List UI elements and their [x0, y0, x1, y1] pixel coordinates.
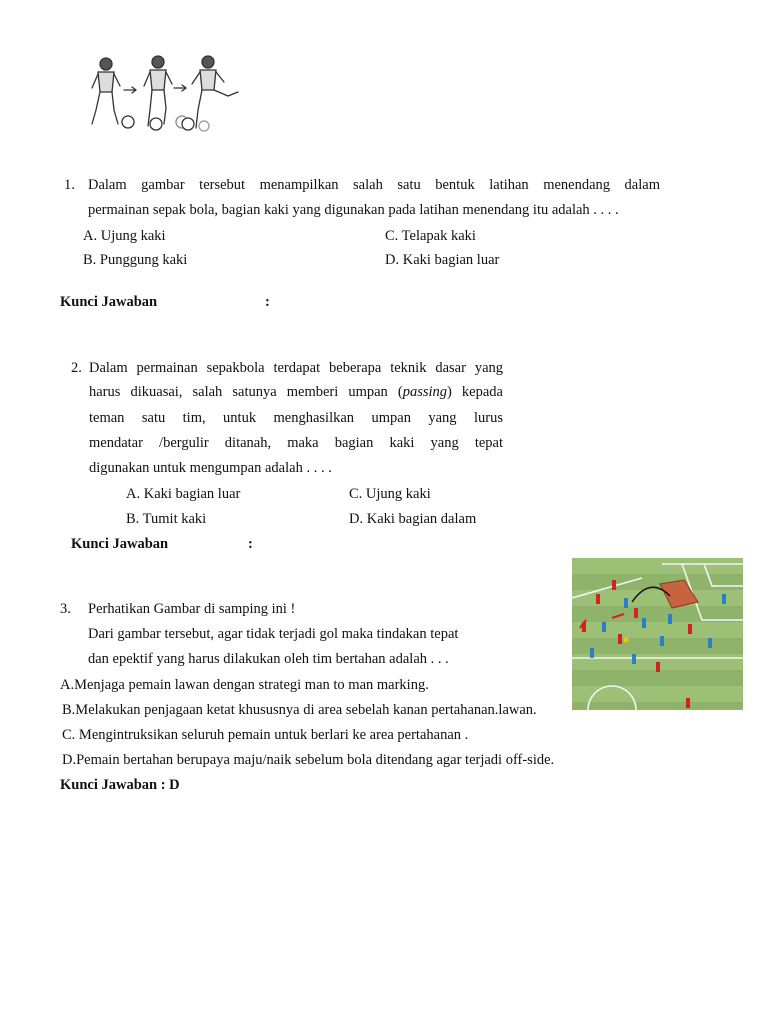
question-1-answer-key-colon: : — [265, 294, 270, 310]
question-1-text-line-1: Dalam gambar tersebut menampilkan salah satu bentuk latihan menendang dalam — [88, 177, 660, 193]
question-1-number: 1. — [64, 177, 75, 193]
question-1-answer-key-label: Kunci Jawaban — [60, 294, 158, 310]
kick-sequence-illustration — [84, 52, 242, 138]
question-3-text-line-2: Dari gambar tersebut, agar tidak terjadi gol maka tindakan tepat — [88, 626, 459, 642]
question-3-answer-key: Kunci Jawaban : D — [60, 777, 180, 793]
question-2-text-line-5: digunakan untuk mengumpan adalah . . . . — [89, 460, 332, 476]
question-1-option-a: A. Ujung kaki — [83, 228, 166, 244]
question-2-text-line-4: mendatar /bergulir ditanah, maka bagian kaki yang tepat — [89, 435, 503, 451]
soccer-field-illustration — [572, 558, 743, 710]
question-2-option-d: D. Kaki bagian dalam — [349, 511, 477, 527]
question-3-text-line-1: Perhatikan Gambar di samping ini ! — [88, 601, 296, 617]
question-3-number: 3. — [60, 601, 71, 617]
question-2-answer-key-colon: : — [248, 536, 253, 552]
question-2-option-a: A. Kaki bagian luar — [126, 486, 241, 502]
question-1-option-c: C. Telapak kaki — [385, 228, 476, 244]
question-3-text-line-3: dan epektif yang harus dilakukan oleh tim bertahan adalah . . . — [88, 651, 449, 667]
question-3-option-b: B.Melakukan penjagaan ketat khususnya di area sebelah kanan pertahanan.lawan. — [62, 702, 537, 718]
question-3-option-a: A.Menjaga pemain lawan dengan strategi man to man marking. — [60, 677, 429, 693]
question-2-text-line-1: Dalam permainan sepakbola terdapat beberapa teknik dasar yang — [89, 360, 503, 376]
question-2-text-line-2: harus dikuasai, salah satunya memberi umpan (passing) kepada — [89, 384, 503, 400]
question-2-number: 2. — [71, 360, 82, 376]
question-1-option-d: D. Kaki bagian luar — [385, 252, 500, 268]
question-1-option-b: B. Punggung kaki — [83, 252, 188, 268]
question-2-option-c: C. Ujung kaki — [349, 486, 431, 502]
question-2-option-b: B. Tumit kaki — [126, 511, 207, 527]
question-3-option-c: C. Mengintruksikan seluruh pemain untuk berlari ke area pertahanan . — [62, 727, 469, 743]
question-1-text-line-2: permainan sepak bola, bagian kaki yang digunakan pada latihan menendang itu adalah . . . . — [88, 202, 619, 218]
question-2-text-line-3: teman satu tim, untuk menghasilkan umpan yang lurus — [89, 410, 503, 426]
question-2-answer-key-label: Kunci Jawaban — [71, 536, 169, 552]
question-3-option-d: D.Pemain bertahan berupaya maju/naik sebelum bola ditendang agar terjadi off-side. — [62, 752, 555, 768]
